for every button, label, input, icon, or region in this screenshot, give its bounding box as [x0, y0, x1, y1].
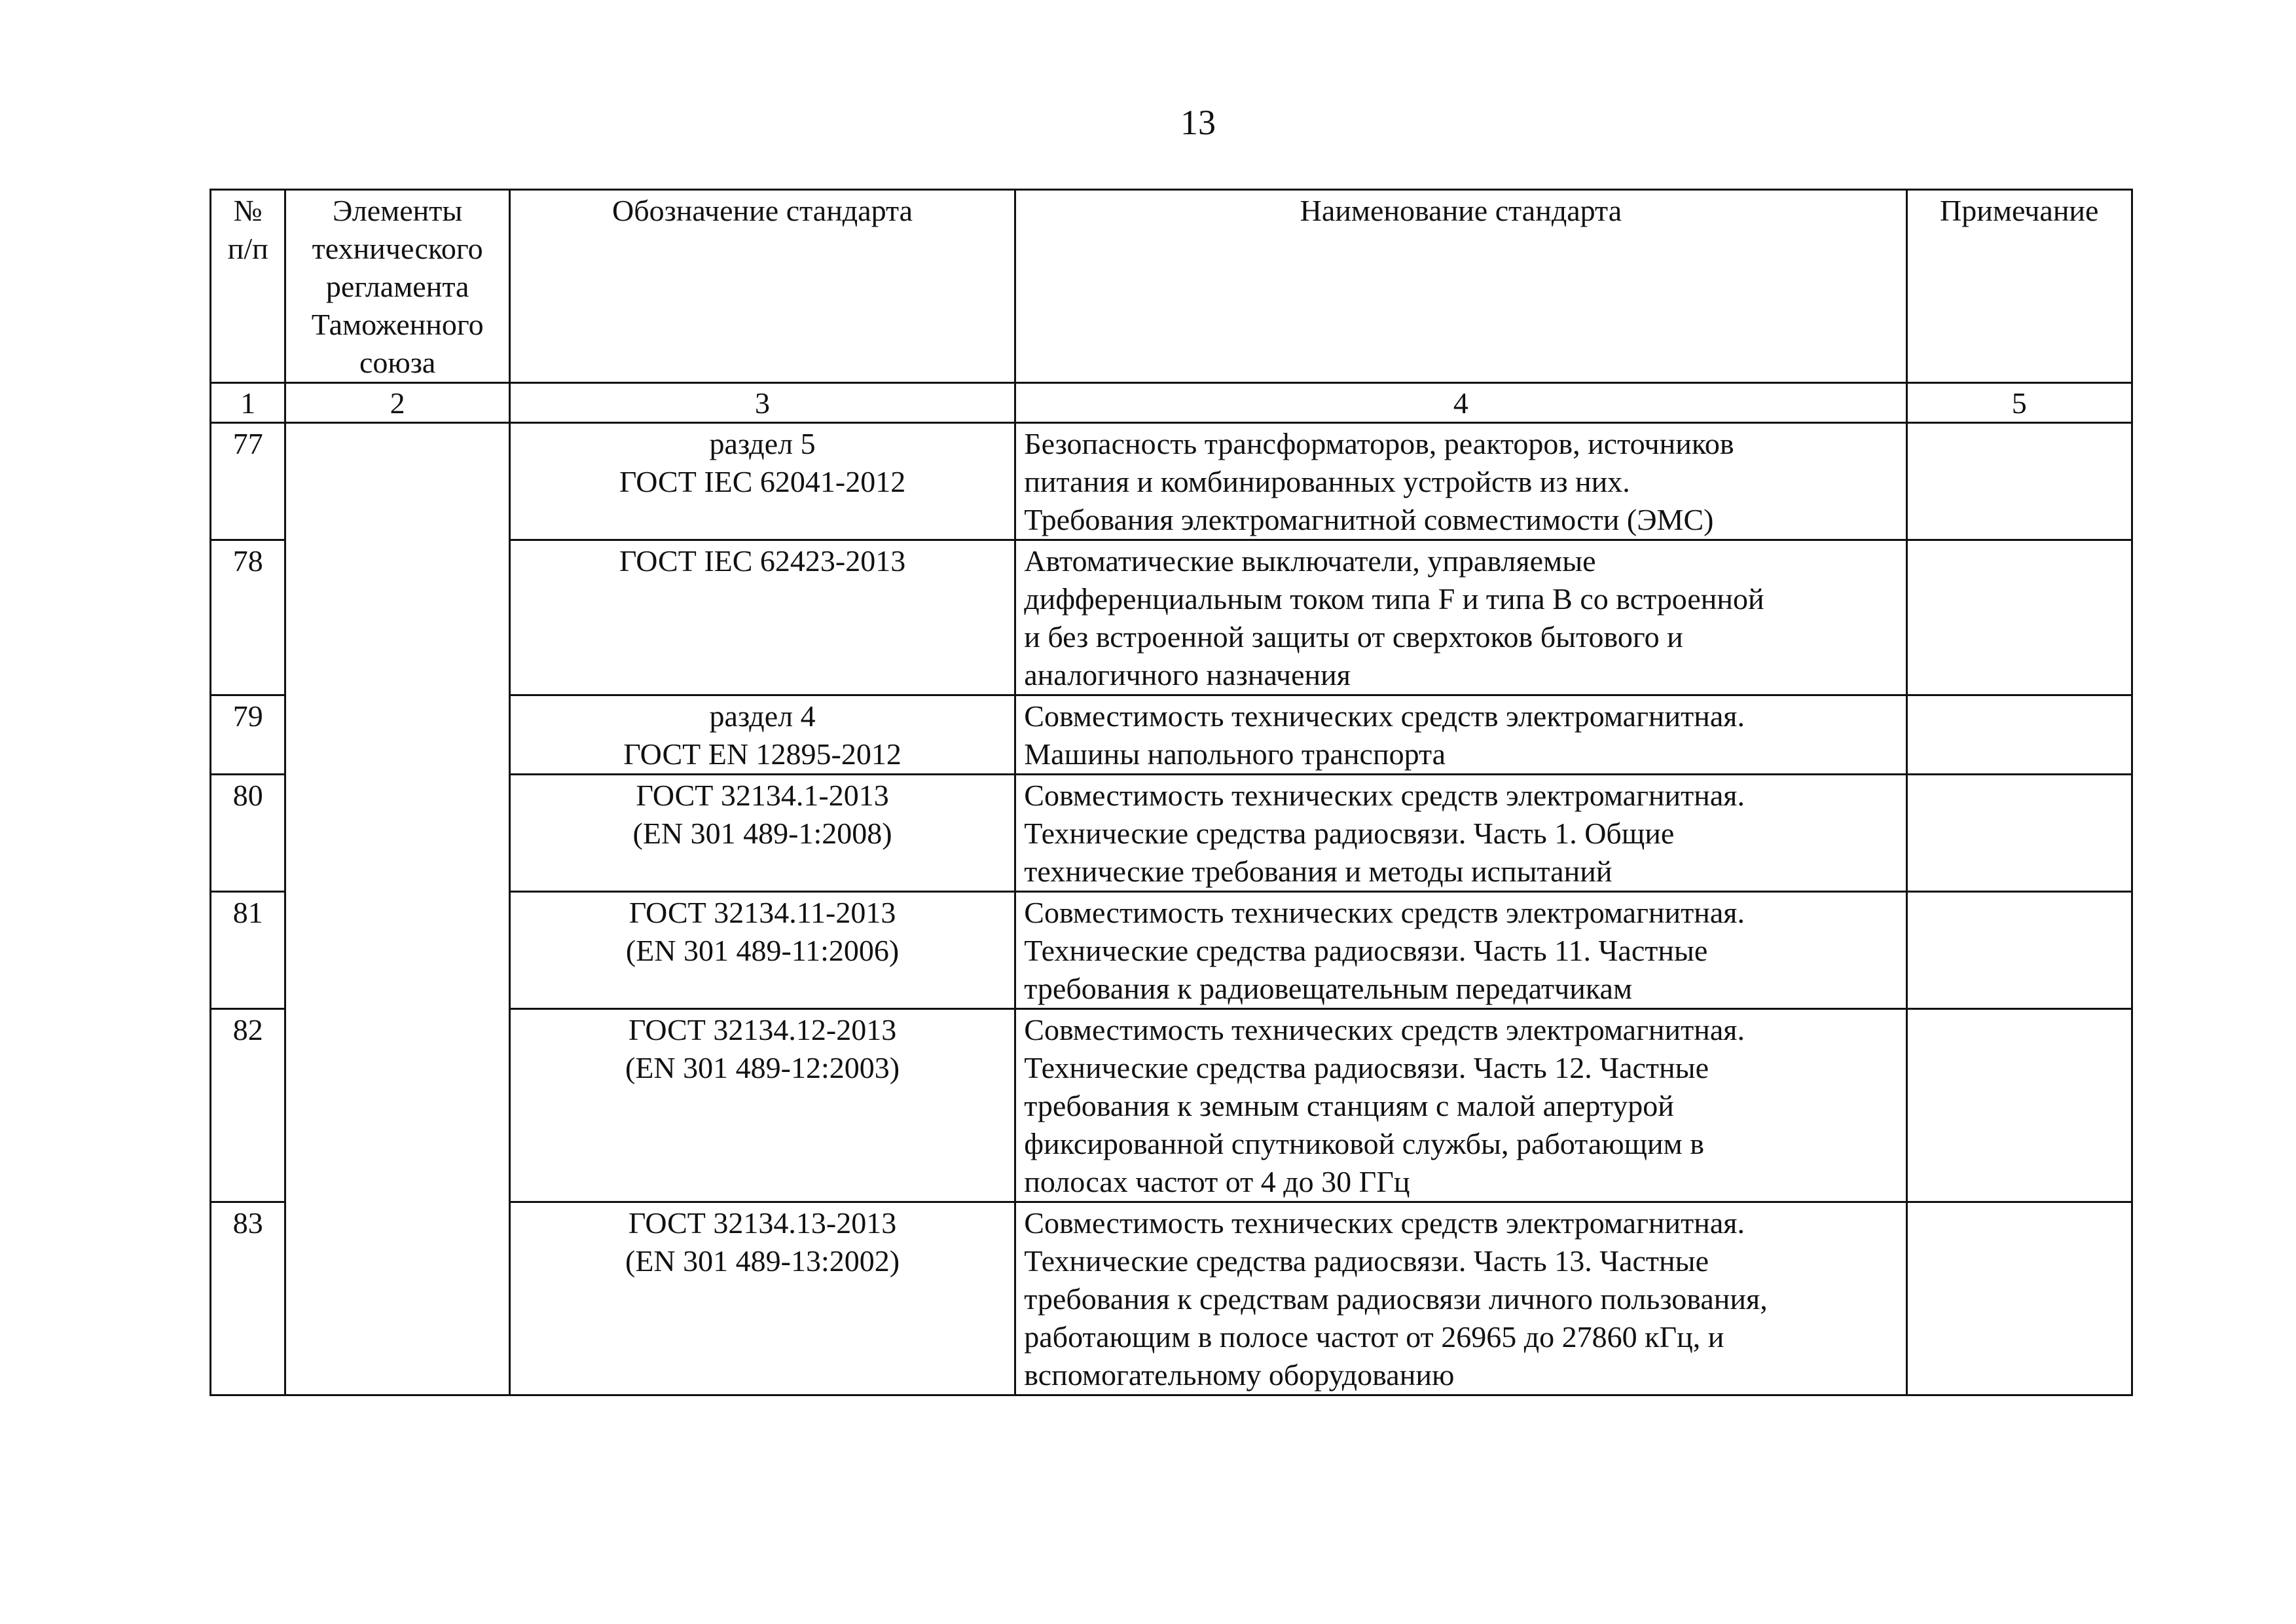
- name-line: Машины напольного транспорта: [1024, 737, 1446, 771]
- row-number: 80: [211, 775, 285, 892]
- name-line: фиксированной спутниковой службы, работающим в: [1024, 1127, 1704, 1160]
- name-line: Совместимость технических средств электромагнитная.: [1024, 1206, 1745, 1240]
- designation-line: раздел 5: [709, 427, 816, 460]
- name-line: требования к земным станциям с малой апертурой: [1024, 1089, 1674, 1122]
- designation-line: ГОСТ IEC 62041-2012: [619, 465, 906, 498]
- name-cell: [1015, 775, 1906, 892]
- row-number: 82: [211, 1009, 285, 1202]
- name-line: Совместимость технических средств электромагнитная.: [1024, 896, 1745, 929]
- header-name: Наименование стандарта: [1015, 190, 1906, 383]
- name-cell: [1015, 423, 1906, 540]
- page-number: 13: [1180, 103, 1216, 142]
- designation-line: (EN 301 489-13:2002): [625, 1244, 900, 1278]
- name-cell: [1015, 1202, 1906, 1395]
- column-number: 1: [211, 383, 285, 423]
- designation-cell: [509, 1009, 1015, 1202]
- designation-line: (EN 301 489-1:2008): [632, 817, 892, 850]
- designation-line: раздел 4: [709, 699, 816, 733]
- note-cell: [1906, 540, 2132, 695]
- row-number: 83: [211, 1202, 285, 1395]
- name-line: вспомогательному оборудованию: [1024, 1358, 1455, 1392]
- name-line: технические требования и методы испытаний: [1024, 855, 1613, 888]
- name-line: Требования электромагнитной совместимости (ЭМС): [1024, 503, 1714, 536]
- note-cell: [1906, 1202, 2132, 1395]
- name-line: требования к средствам радиосвязи личного пользования,: [1024, 1282, 1768, 1316]
- designation-line: (EN 301 489-11:2006): [625, 934, 900, 967]
- name-line: требования к радиовещательным передатчикам: [1024, 972, 1633, 1005]
- name-line: Безопасность трансформаторов, реакторов, источников: [1024, 427, 1734, 460]
- standards-table: [210, 189, 2133, 1396]
- name-line: Совместимость технических средств электромагнитная.: [1024, 1013, 1745, 1046]
- header-elements: Элементы технического регламента Таможенного союза: [285, 190, 509, 383]
- name-line: питания и комбинированных устройств из них.: [1024, 465, 1630, 498]
- name-line: Совместимость технических средств электромагнитная.: [1024, 699, 1745, 733]
- designation-line: ГОСТ 32134.12-2013: [628, 1013, 897, 1046]
- designation-cell: [509, 423, 1015, 540]
- row-number: 77: [211, 423, 285, 540]
- column-number: 2: [285, 383, 509, 423]
- header-number: № п/п: [211, 190, 285, 383]
- name-line: Технические средства радиосвязи. Часть 1. Общие: [1024, 817, 1675, 850]
- designation-cell: [509, 540, 1015, 695]
- designation-cell: [509, 1202, 1015, 1395]
- row-number: 79: [211, 695, 285, 775]
- designation-cell: [509, 695, 1015, 775]
- designation-line: ГОСТ 32134.11-2013: [629, 896, 896, 929]
- note-cell: [1906, 892, 2132, 1009]
- name-cell: [1015, 540, 1906, 695]
- name-line: работающим в полосе частот от 26965 до 27860 кГц, и: [1024, 1320, 1724, 1354]
- name-line: Автоматические выключатели, управляемые: [1024, 544, 1596, 578]
- note-cell: [1906, 1009, 2132, 1202]
- designation-line: (EN 301 489-12:2003): [625, 1051, 900, 1084]
- header-designation: Обозначение стандарта: [509, 190, 1015, 383]
- column-number: 4: [1015, 383, 1906, 423]
- designation-cell: [509, 775, 1015, 892]
- row-number: 78: [211, 540, 285, 695]
- name-cell: [1015, 1009, 1906, 1202]
- name-line: и без встроенной защиты от сверхтоков бытового и: [1024, 620, 1683, 654]
- element-cell: [285, 423, 509, 1395]
- designation-line: ГОСТ 32134.13-2013: [628, 1206, 897, 1240]
- designation-line: ГОСТ 32134.1-2013: [636, 779, 889, 812]
- column-number: 5: [1906, 383, 2132, 423]
- name-line: аналогичного назначения: [1024, 658, 1351, 692]
- name-cell: [1015, 695, 1906, 775]
- name-line: Технические средства радиосвязи. Часть 12. Частные: [1024, 1051, 1709, 1084]
- designation-cell: [509, 892, 1015, 1009]
- name-line: Технические средства радиосвязи. Часть 13. Частные: [1024, 1244, 1709, 1278]
- column-number-row: [211, 383, 2132, 423]
- name-line: полосах частот от 4 до 30 ГГц: [1024, 1165, 1410, 1198]
- name-cell: [1015, 892, 1906, 1009]
- table-header-row: [211, 190, 2132, 383]
- designation-line: ГОСТ IEC 62423-2013: [619, 544, 906, 578]
- name-line: дифференциальным током типа F и типа B со встроенной: [1024, 582, 1764, 616]
- header-note: Примечание: [1906, 190, 2132, 383]
- designation-line: ГОСТ EN 12895-2012: [623, 737, 902, 771]
- row-number: 81: [211, 892, 285, 1009]
- note-cell: [1906, 423, 2132, 540]
- note-cell: [1906, 695, 2132, 775]
- name-line: Технические средства радиосвязи. Часть 11. Частные: [1024, 934, 1708, 967]
- note-cell: [1906, 775, 2132, 892]
- table-row: [211, 423, 2132, 540]
- name-line: Совместимость технических средств электромагнитная.: [1024, 779, 1745, 812]
- column-number: 3: [509, 383, 1015, 423]
